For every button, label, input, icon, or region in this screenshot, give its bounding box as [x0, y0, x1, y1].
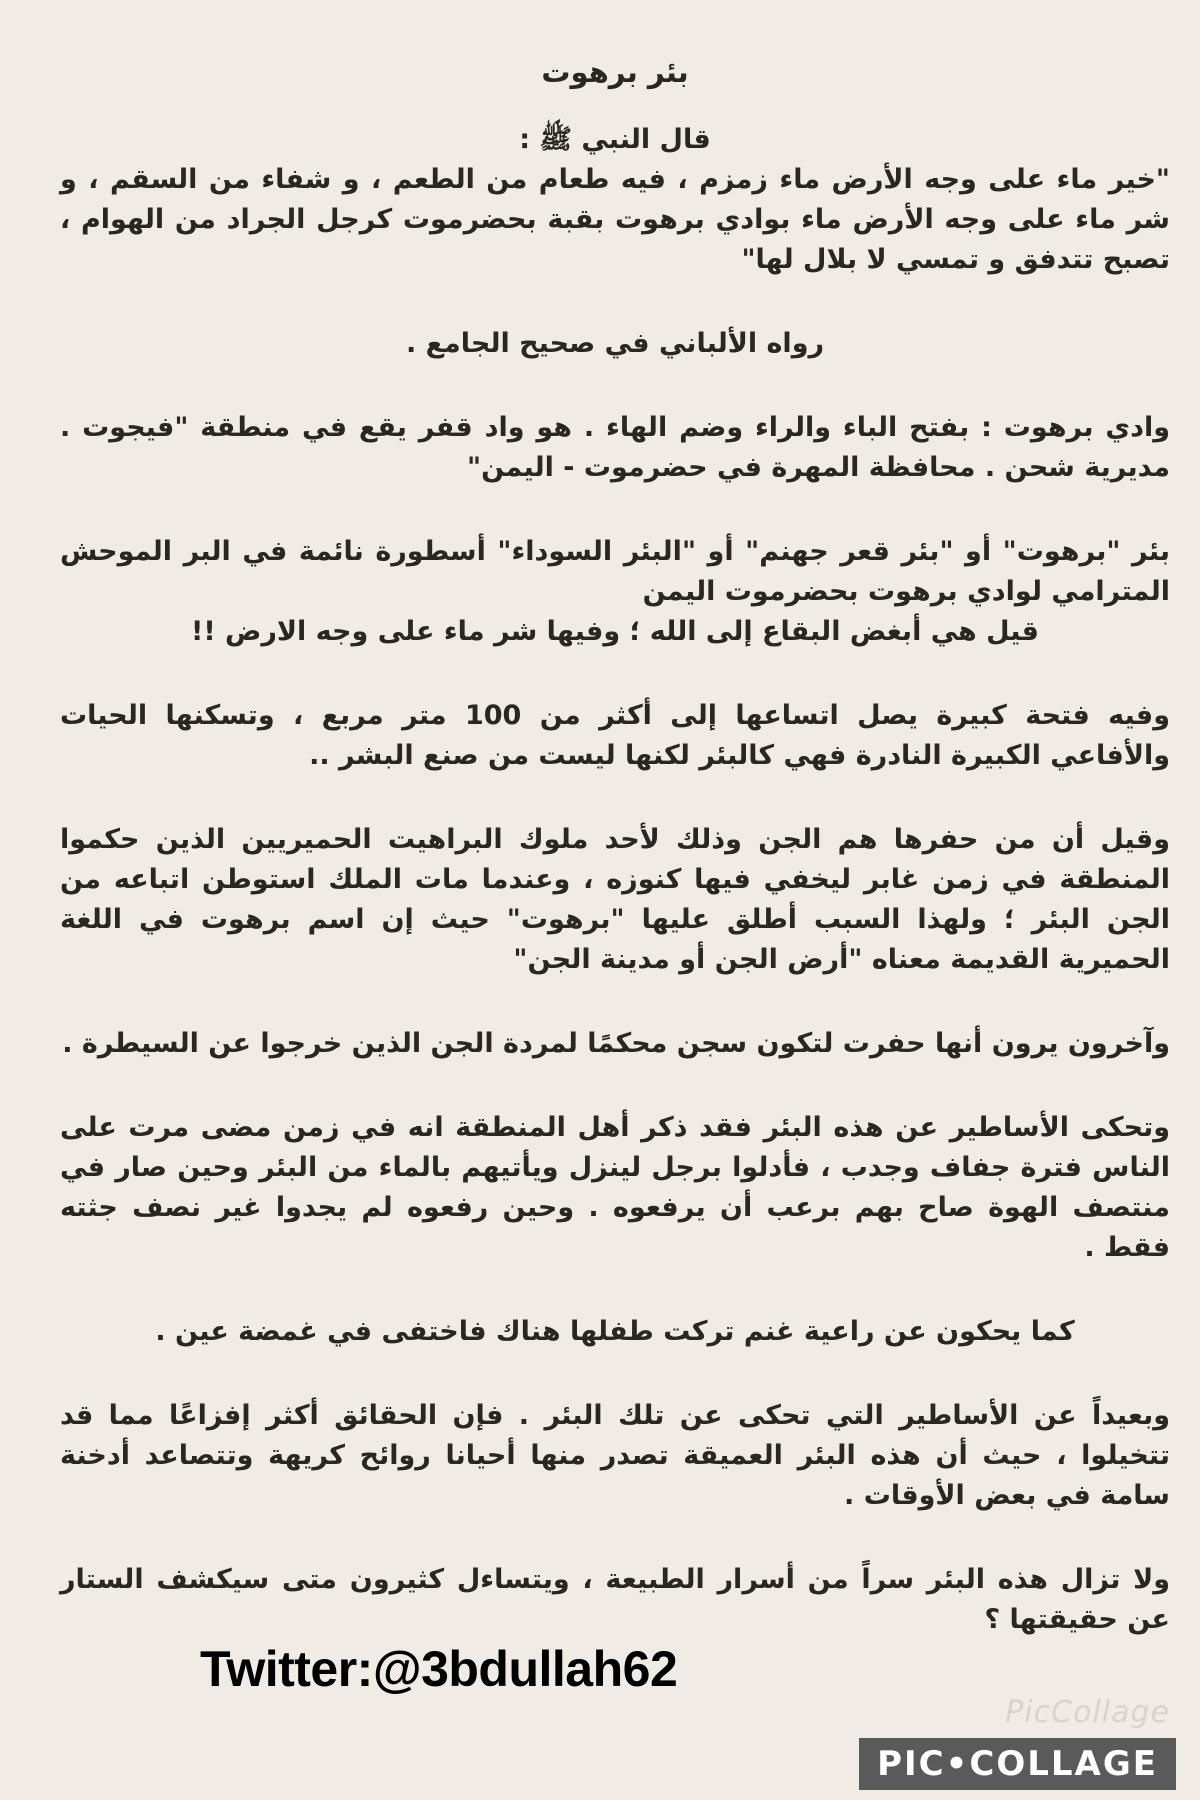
hadith-text: "خير ماء على وجه الأرض ماء زمزم ، فيه طعام من الطعم ، و شفاء من السقم ، و شر ماء على وجه الأرض ماء بوادي برهوت بقبة بحضرموت كرجل الجراد من الهوام ، تصبح تتدفق و تمسي لا بلال لها" — [60, 164, 1170, 275]
hadith-intro: قال النبي ﷺ : — [519, 124, 711, 155]
piccollage-watermark: PicCollage — [1005, 1695, 1170, 1730]
paragraph-opening: وفيه فتحة كبيرة يصل اتساعها إلى أكثر من 100 متر مربع ، وتسكنها الحيات والأفاعي الكبيرة النادرة فهي كالبئر لكنها ليست من صنع البشر .. — [60, 700, 1170, 771]
twitter-handle: Twitter:@3bdullah62 — [200, 1641, 678, 1697]
paragraph-well-names — [60, 532, 1170, 652]
article-body — [60, 40, 1170, 1684]
paragraph-well-names-line1: بئر "برهوت" أو "بئر قعر جهنم" أو "البئر السوداء" أسطورة نائمة في البر الموحش المترامي لوادي برهوت بحضرموت اليمن — [60, 536, 1170, 607]
piccollage-brand-logo: PIC•COLLAGE — [859, 1738, 1176, 1790]
paragraph-mystery: ولا تزال هذه البئر سراً من أسرار الطبيعة ، ويتساءل كثيرون متى سيكشف الستار عن حقيقتها ؟ — [60, 1564, 1170, 1635]
paragraph-valley: وادي برهوت : بفتح الباء والراء وضم الهاء . هو واد قفر يقع في منطقة "فيجوت . مديرية شحن . محافظة المهرة في حضرموت - اليمن" — [60, 412, 1170, 483]
article-title: بئر برهوت — [541, 55, 689, 89]
paragraph-shepherdess: كما يحكون عن راعية غنم تركت طفلها هناك فاختفى في غمضة عين . — [155, 1316, 1075, 1347]
paragraph-facts: وبعيداً عن الأساطير التي تحكى عن تلك البئر . فإن الحقائق أكثر إفزاعًا مما قد تتخيلوا ، حيث أن هذه البئر العميقة تصدر منها أحيانا روائح كريهة وتتصاعد أدخنة سامة في بعض الأوقات . — [60, 1400, 1170, 1511]
paragraph-prison: وآخرون يرون أنها حفرت لتكون سجن محكمًا لمردة الجن الذين خرجوا عن السيطرة . — [62, 1028, 1170, 1059]
paragraph-well-names-line2: قيل هي أبغض البقاع إلى الله ؛ وفيها شر ماء على وجه الارض !! — [191, 616, 1039, 647]
paragraph-legend-drought: وتحكى الأساطير عن هذه البئر فقد ذكر أهل المنطقة انه في زمن مضى مرت على الناس فترة جفاف وجدب ، فأدلوا برجل لينزل ويأتيهم بالماء من البئر وحين صار في منتصف الهوة صاح بهم برعب أن يرفعوه . وحين رفعوه لم يجدوا غير نصف جثته فقط . — [60, 1112, 1170, 1263]
paragraph-jinn-kings: وقيل أن من حفرها هم الجن وذلك لأحد ملوك البراهيت الحميريين الذين حكموا المنطقة في زمن غابر ليخفي فيها كنوزه ، وعندما مات الملك استوطن اتباعه من الجن البئر ؛ ولهذا السبب أطلق عليها "برهوت" حيث إن اسم برهوت في اللغة الحميرية القديمة معناه "أرض الجن أو مدينة الجن" — [60, 824, 1170, 975]
hadith-source: رواه الألباني في صحيح الجامع . — [405, 328, 825, 359]
